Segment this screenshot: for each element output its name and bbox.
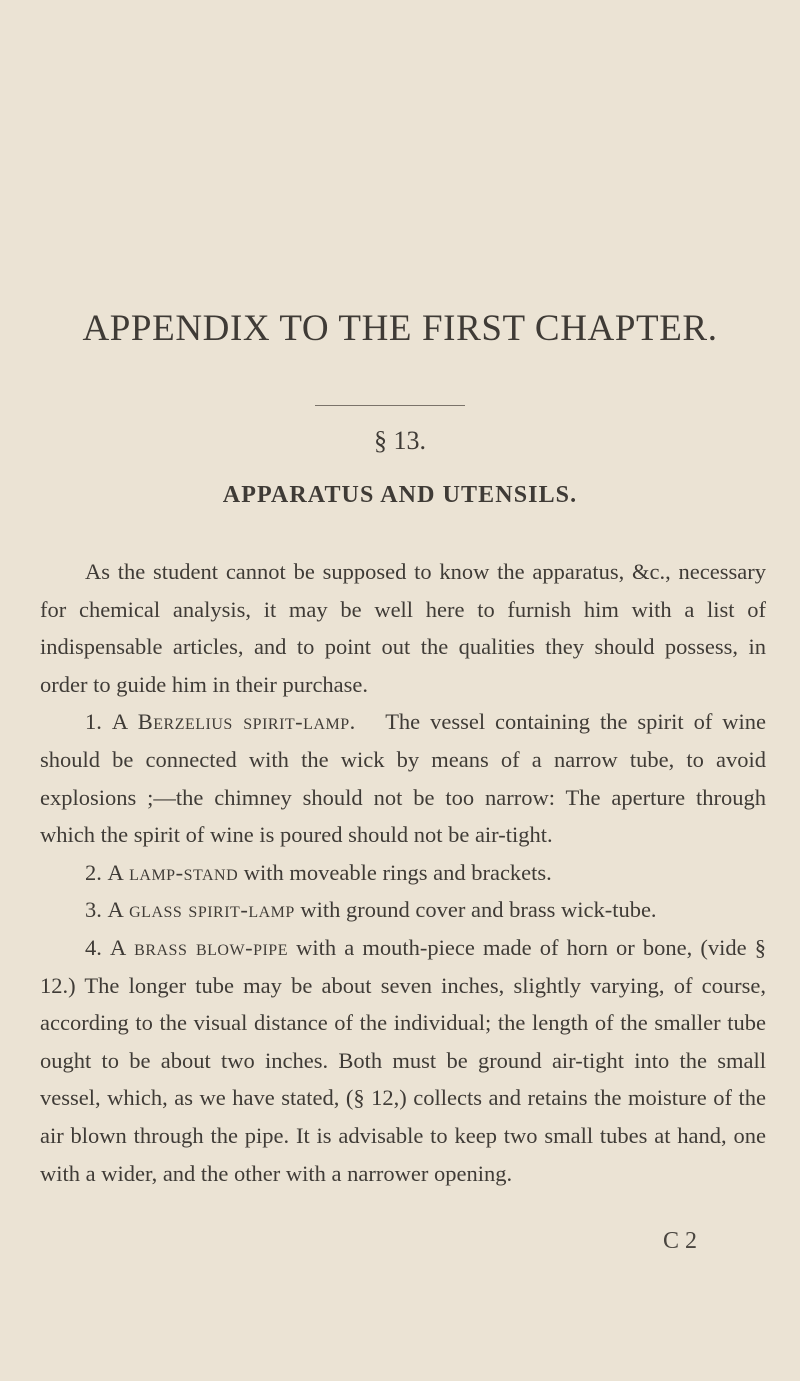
item-number: 3. — [85, 897, 102, 923]
item-number: 4. — [85, 934, 102, 960]
item-name: A glass spirit-lamp — [107, 897, 295, 923]
title-divider-rule — [315, 405, 465, 406]
item-description: with a mouth-piece made of horn or bone, (vide § 12.) The longer tube may be about seven inches, slightly varying, of course, according to the visual distance of the individual; the length of the smaller tube ought to be about two inches. Both must be ground air-tight into the small vessel, which, as we have stated, (§ 12,) collects and retains the moisture of the air blown through the pipe. It is advisable to keep two small tubes at hand, one with a wider, and the other with a narrower opening. — [40, 934, 767, 1186]
section-number: § 13. — [374, 426, 426, 455]
item-number: 1. — [85, 709, 102, 735]
list-item — [40, 891, 766, 929]
chapter-title: APPENDIX TO THE FIRST CHAPTER. — [82, 308, 718, 349]
item-name: A brass blow-pipe — [110, 934, 288, 960]
section-title: APPARATUS AND UTENSILS. — [222, 482, 578, 508]
item-number: 2. — [85, 859, 102, 885]
item-description: The vessel containing the spirit of wine should be connected with the wick by means of a narrow tube, to avoid explosions ;—the chimney should not be too narrow: The aperture through which the spirit of wine is poured should not be air-tight. — [40, 709, 767, 848]
item-description: with ground cover and brass wick-tube. — [300, 897, 657, 923]
list-item — [40, 929, 766, 1192]
printer-signature-mark: C 2 — [663, 1228, 698, 1254]
item-name: A Berzelius spirit-lamp. — [111, 709, 356, 735]
intro-paragraph: As the student cannot be supposed to know the apparatus, &c., necessary for chemical analysis, it may be well here to furnish him with a list of indispensable articles, and to point out the qualities they should possess, in order to guide him in their purchase. — [40, 559, 766, 697]
list-item — [40, 703, 766, 853]
list-item — [40, 854, 766, 892]
body-text — [40, 553, 766, 1192]
item-description: with moveable rings and brackets. — [243, 859, 552, 885]
item-name: A lamp-stand — [107, 859, 239, 885]
